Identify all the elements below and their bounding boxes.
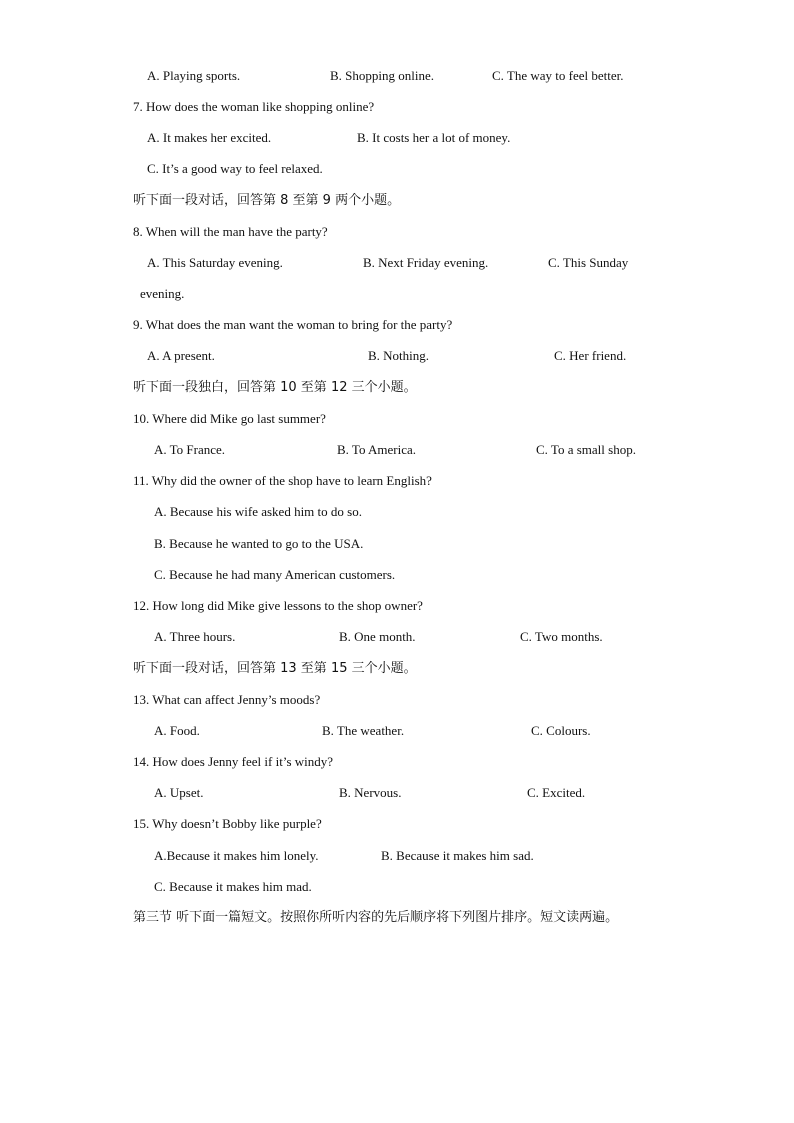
section-heading-10-12: 听下面一段独白，回答第 10 至第 12 三个小题。 bbox=[133, 380, 417, 395]
q11-question: 11. Why did the owner of the shop have to learn English? bbox=[133, 473, 432, 488]
q10-option-c: C. To a small shop. bbox=[536, 442, 636, 457]
q15-option-a: A.Because it makes him lonely. bbox=[154, 848, 319, 863]
q12-question: 12. How long did Mike give lessons to the shop owner? bbox=[133, 598, 423, 613]
q7-question: 7. How does the woman like shopping online? bbox=[133, 99, 375, 114]
q7-option-c: C. It’s a good way to feel relaxed. bbox=[147, 161, 323, 176]
q8-option-a: A. This Saturday evening. bbox=[147, 255, 283, 270]
q6-option-a: A. Playing sports. bbox=[147, 68, 241, 83]
q14-option-a: A. Upset. bbox=[154, 785, 204, 800]
q12-option-b: B. One month. bbox=[339, 629, 416, 644]
q6-option-c: C. The way to feel better. bbox=[492, 68, 624, 83]
q7-option-a: A. It makes her excited. bbox=[147, 130, 272, 145]
q9-question: 9. What does the man want the woman to bring for the party? bbox=[133, 317, 453, 332]
q14-option-c: C. Excited. bbox=[527, 785, 586, 800]
q13-question: 13. What can affect Jenny’s moods? bbox=[133, 692, 321, 707]
q8-option-b: B. Next Friday evening. bbox=[363, 255, 489, 270]
q8-question: 8. When will the man have the party? bbox=[133, 224, 328, 239]
q10-option-a: A. To France. bbox=[154, 442, 226, 457]
q15-question: 15. Why doesn’t Bobby like purple? bbox=[133, 816, 322, 831]
section-heading-8-9: 听下面一段对话，回答第 8 至第 9 两个小题。 bbox=[133, 193, 401, 208]
section-heading-13-15: 听下面一段对话，回答第 13 至第 15 三个小题。 bbox=[133, 661, 417, 676]
q8-option-c: C. This Sunday bbox=[548, 255, 629, 270]
q14-question: 14. How does Jenny feel if it’s windy? bbox=[133, 754, 334, 769]
section-three-heading: 第三节 听下面一篇短文。按照你所听内容的先后顺序将下列图片排序。短文读两遍。 bbox=[133, 910, 619, 925]
q8-option-c-continued: evening. bbox=[140, 286, 185, 301]
q13-option-c: C. Colours. bbox=[531, 723, 591, 738]
q11-option-c: C. Because he had many American customers. bbox=[154, 567, 396, 582]
q13-option-a: A. Food. bbox=[154, 723, 200, 738]
q9-option-c: C. Her friend. bbox=[554, 348, 627, 363]
q7-option-b: B. It costs her a lot of money. bbox=[357, 130, 511, 145]
q6-option-b: B. Shopping online. bbox=[330, 68, 435, 83]
q9-option-b: B. Nothing. bbox=[368, 348, 430, 363]
q11-option-a: A. Because his wife asked him to do so. bbox=[154, 504, 362, 519]
q12-option-a: A. Three hours. bbox=[154, 629, 236, 644]
q15-option-c: C. Because it makes him mad. bbox=[154, 879, 312, 894]
q13-option-b: B. The weather. bbox=[322, 723, 405, 738]
q15-option-b: B. Because it makes him sad. bbox=[381, 848, 534, 863]
q11-option-b: B. Because he wanted to go to the USA. bbox=[154, 536, 364, 551]
q12-option-c: C. Two months. bbox=[520, 629, 603, 644]
q10-option-b: B. To America. bbox=[337, 442, 417, 457]
q9-option-a: A. A present. bbox=[147, 348, 215, 363]
q14-option-b: B. Nervous. bbox=[339, 785, 402, 800]
q10-question: 10. Where did Mike go last summer? bbox=[133, 411, 326, 426]
